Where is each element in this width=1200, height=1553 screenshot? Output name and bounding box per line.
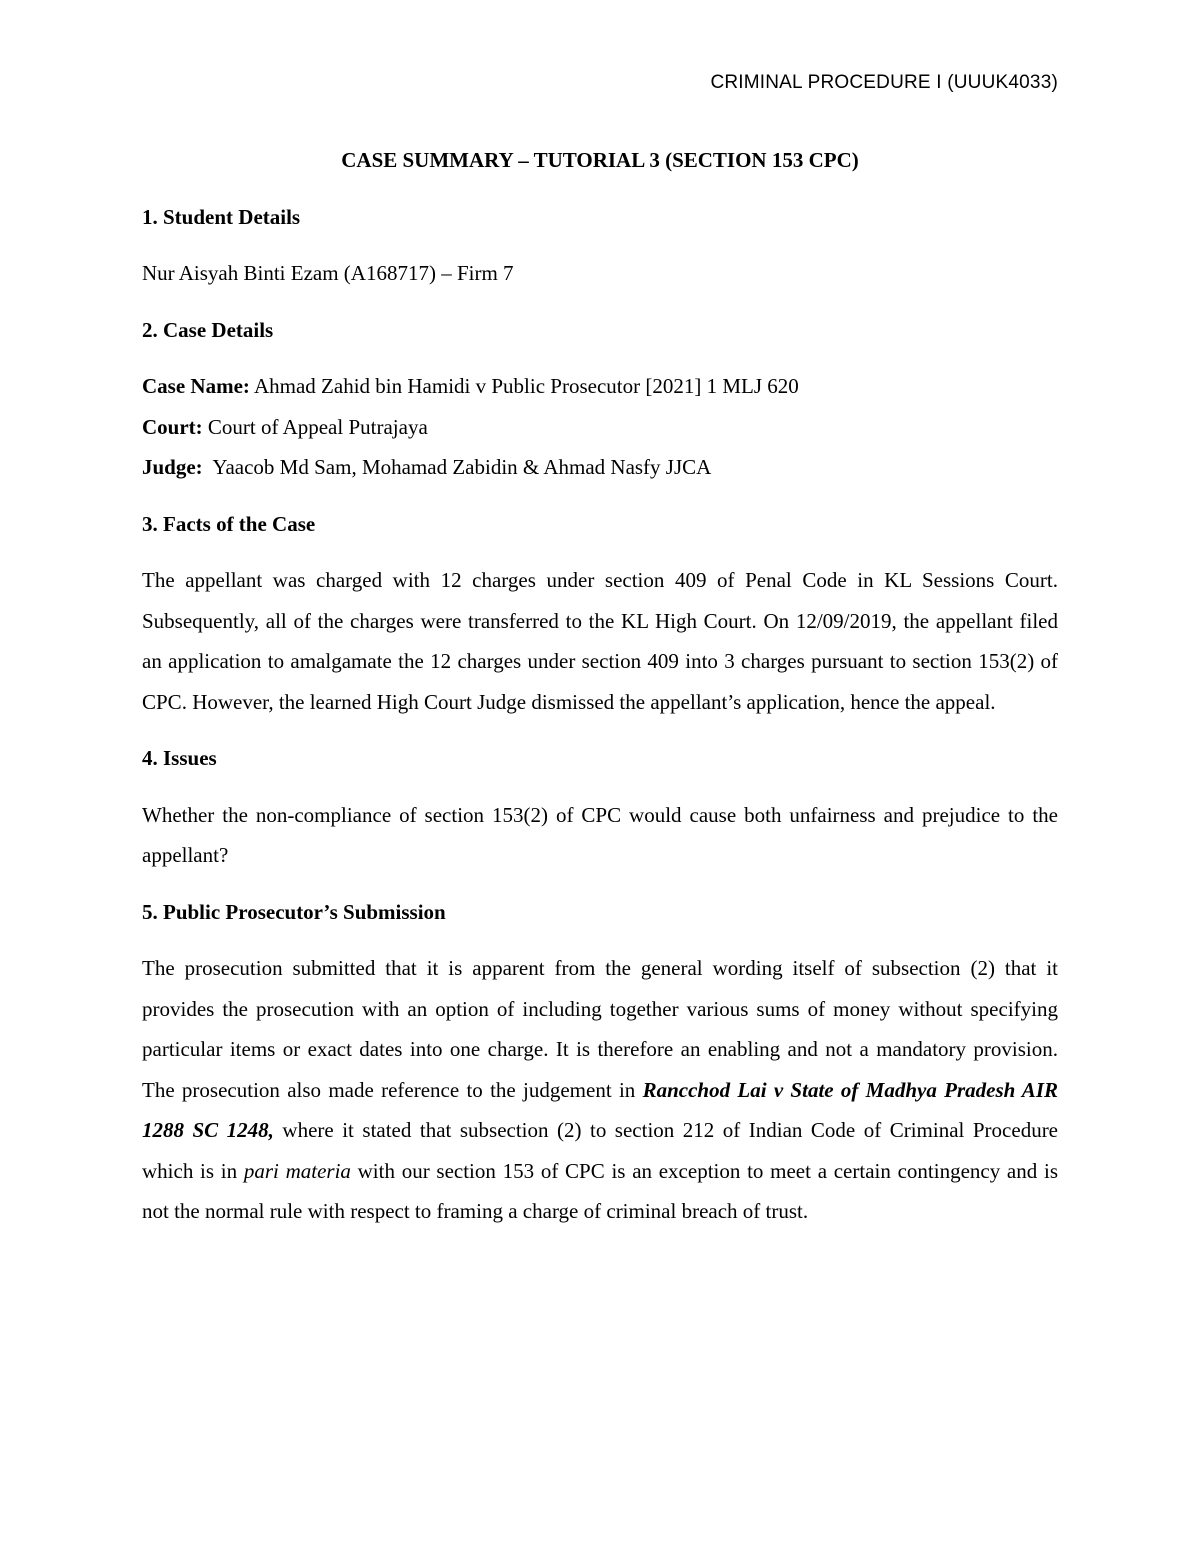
case-citation: Rancchod Lai v State of Madhya Pradesh AIR 1288 SC 1248, [142,1077,1058,1142]
court-line [142,407,1058,448]
section-heading-submission: 5. Public Prosecutor’s Submission [142,899,446,924]
latin-term: pari materia [243,1158,351,1183]
submission-text-part1: The prosecution submitted that it is apparent from the general wording itself of subsection (2) that it provides the prosecution with an option of including together various sums of money without specifying particular items or exact dates into one charge. It is therefore an enabling and not a mandatory provision. The prosecution also made reference to the judgement in [142,956,1058,1102]
judge-value: Yaacob Md Sam, Mohamad Zabidin & Ahmad Nasfy JJCA [202,455,712,479]
document-body [142,140,1058,1248]
submission-text-part2: where it stated that subsection (2) to section 212 of Indian Code of Criminal Procedure which is in [142,1118,1059,1183]
student-details-text: Nur Aisyah Binti Ezam (A168717) – Firm 7 [142,261,514,285]
judge-line [142,447,1058,488]
section-heading-case-details: 2. Case Details [142,317,274,342]
section-heading-issues: 4. Issues [142,746,217,770]
court-value: Court of Appeal Putrajaya [202,414,428,439]
case-name-value: Ahmad Zahid bin Hamidi v Public Prosecutor [2021] 1 MLJ 620 [249,374,799,398]
facts-paragraph: The appellant was charged with 12 charges under section 409 of Penal Code in KL Sessions Court. Subsequently, all of the charges were transferred to the KL High Court. On 12/09/2019, the appellant filed an application to amalgamate the 12 charges under section 409 into 3 charges pursuant to section 153(2) of CPC. However, the learned High Court Judge dismissed the appellant’s application, hence the appeal. [142,568,1058,714]
section-heading-facts: 3. Facts of the Case [142,511,316,536]
case-name-label: Case Name: [142,374,250,398]
court-label: Court: [142,414,203,439]
case-details-block [142,366,1058,488]
submission-text-part3: with our section 153 of CPC is an exception to meet a certain contingency and is not the normal rule with respect to framing a charge of criminal breach of trust. [142,1158,1058,1223]
document-title: CASE SUMMARY – TUTORIAL 3 (SECTION 153 CPC) [341,148,859,172]
running-header: CRIMINAL PROCEDURE I (UUUK4033) [710,72,1058,93]
judge-label: Judge: [142,455,203,479]
issues-paragraph: Whether the non-compliance of section 153(2) of CPC would cause both unfairness and prejudice to the appellant? [142,802,1058,867]
section-heading-student-details: 1. Student Details [142,204,301,229]
submission-paragraph [142,948,1058,1232]
case-name-line [142,366,1058,407]
